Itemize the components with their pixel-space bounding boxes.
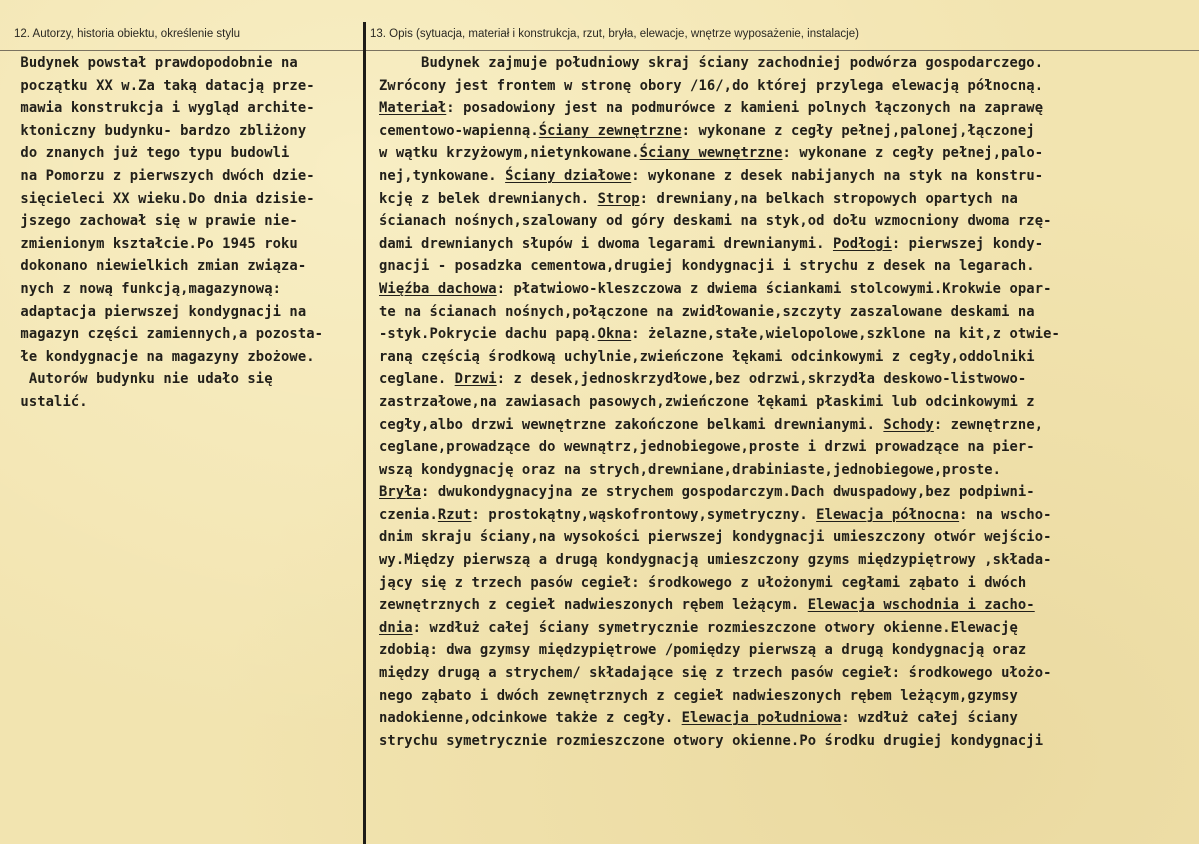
text-segment: : wzdłuż całej ściany symetrycznie rozmieszczone otwory okienne.Elewację <box>412 619 1018 636</box>
section-keyword: Ściany działowe <box>505 167 632 184</box>
text-segment: nej,tynkowane. <box>379 167 506 184</box>
description-text-line <box>379 730 1194 753</box>
description-text-line <box>379 346 1194 369</box>
section-keyword: Bryła <box>379 484 422 501</box>
description-text-line <box>379 572 1194 595</box>
history-text-line: Budynek powstał prawdopodobnie na <box>12 55 298 71</box>
description-text-line <box>379 368 1194 391</box>
section-keyword: Elewacja południowa <box>681 710 842 727</box>
description-text-line <box>379 120 1194 143</box>
text-segment: gnacji - posadzka cementowa,drugiej kondygnacji i strychu z desek na legarach. <box>379 258 1035 275</box>
history-text-line: ktoniczny budynku- bardzo zbliżony <box>12 122 307 139</box>
text-segment: ścianach nośnych,szalowany od góry deskami na styk,od dołu wzmocniony dwoma rzę- <box>379 213 1052 230</box>
text-segment: zdobią: dwa gzymsy międzypiętrowe /pomiędzy pierwszą a drugą kondygnacją oraz <box>379 642 1027 659</box>
history-text-line: sięcieleci XX wieku.Do dnia dzisie- <box>12 190 315 207</box>
description-text-line <box>379 685 1194 708</box>
history-text-line: dokonano niewielkich zmian związa- <box>12 258 307 275</box>
description-text-line <box>379 436 1194 459</box>
history-text-column <box>12 52 361 414</box>
text-segment: czenia. <box>379 506 438 523</box>
text-segment: : wykonane z desek nabijanych na styk na konstru- <box>631 167 1044 184</box>
text-segment: cegły,albo drzwi wewnętrzne zakończone belkami drewnianymi. <box>379 416 884 433</box>
text-segment: : zewnętrzne, <box>933 416 1044 433</box>
text-segment: nego ząbato i dwóch zewnętrznych z cegieł nadwieszonych rębem leżącym,gzymsy <box>379 687 1018 704</box>
description-text-line <box>379 278 1194 301</box>
text-segment: : żelazne,stałe,wielopolowe,szklone na kit,z otwie- <box>631 326 1060 343</box>
text-segment: kcję z belek drewnianych. <box>379 190 598 207</box>
description-text-line <box>379 255 1194 278</box>
section-keyword: Drzwi <box>454 371 497 388</box>
text-segment: strychu symetrycznie rozmieszczone otwory okienne.Po środku drugiej kondygnacji <box>379 732 1044 749</box>
section-keyword: Rzut <box>437 506 472 523</box>
text-segment: ceglane,prowadzące do wewnątrz,jednobiegowe,proste i drzwi prowadzące na pier- <box>379 439 1035 456</box>
text-segment: Budynek zajmuje południowy skraj ściany zachodniej podwórza gospodarczego. <box>379 55 1044 71</box>
column-divider <box>363 22 366 844</box>
history-text-line: do znanych już tego typu budowli <box>12 145 290 162</box>
description-text-line <box>379 165 1194 188</box>
description-text-line <box>379 97 1194 120</box>
history-text-line: magazyn części zamiennych,a pozosta- <box>12 326 324 343</box>
text-segment: : wzdłuż całej ściany <box>841 710 1018 727</box>
text-segment: wy.Między pierwszą a drugą kondygnacją umieszczony gzyms międzypiętrowy ,składa- <box>379 552 1052 569</box>
text-segment: między drugą a strychem/ składające się z trzech pasów cegieł: środkowego ułożo- <box>379 665 1052 682</box>
history-text-line: jszego zachował się w prawie nie- <box>12 213 298 230</box>
text-segment: jący się z trzech pasów cegieł: środkowego z ułożonymi cegłami ząbato i dwóch <box>379 574 1027 591</box>
section-keyword: Elewacja północna <box>816 506 960 523</box>
section-keyword: Ściany zewnętrzne <box>538 122 682 139</box>
description-text-line <box>379 233 1194 256</box>
description-text-line <box>379 188 1194 211</box>
text-segment: : prostokątny,wąskofrontowy,symetryczny. <box>471 506 817 523</box>
section-keyword: Ściany wewnętrzne <box>639 145 783 162</box>
description-text-line <box>379 210 1194 233</box>
text-segment: : z desek,jednoskrzydłowe,bez odrzwi,skrzydła deskowo-listwowo- <box>496 371 1027 388</box>
text-segment: : wykonane z cegły pełnej,palonej,łączonej <box>681 122 1035 139</box>
description-text-line <box>379 301 1194 324</box>
description-text-line <box>379 459 1194 482</box>
history-text-line: zmienionym kształcie.Po 1945 roku <box>12 235 298 252</box>
text-segment: : posadowiony jest na podmurówce z kamieni polnych łączonych na zaprawę <box>446 100 1044 117</box>
text-segment: : na wscho- <box>959 506 1052 523</box>
description-text-line <box>379 526 1194 549</box>
description-text-line <box>379 414 1194 437</box>
description-text-line <box>379 142 1194 165</box>
text-segment: -styk.Pokrycie dachu papą. <box>379 326 598 343</box>
history-text-line: łe kondygnacje na magazyny zbożowe. <box>12 348 315 365</box>
history-text-line: mawia konstrukcja i wygląd archite- <box>12 100 315 117</box>
header-divider <box>0 50 1199 51</box>
history-text-line: ustalić. <box>12 393 88 410</box>
history-text-line: nych z nową funkcją,magazynową: <box>12 280 282 297</box>
text-segment: : wykonane z cegły pełnej,palo- <box>782 145 1044 162</box>
history-text-line: adaptacja pierwszej kondygnacji na <box>12 303 307 320</box>
text-segment: : dwukondygnacyjna ze strychem gospodarczym.Dach dwuspadowy,bez podpiwni- <box>421 484 1035 501</box>
text-segment: w wątku krzyżowym,nietynkowane. <box>379 145 640 162</box>
text-segment: dami drewnianych słupów i dwoma legarami drewnianymi. <box>379 235 833 252</box>
text-segment: : płatwiowo-kleszczowa z dwiema ściankami stolcowymi.Krokwie opar- <box>496 280 1052 297</box>
text-segment: Zwrócony jest frontem w stronę obory /16/,do której przylega elewacją północną. <box>379 77 1044 94</box>
description-text-line <box>379 52 1194 75</box>
description-text-line <box>379 617 1194 640</box>
history-text-line: na Pomorzu z pierwszych dwóch dzie- <box>12 167 315 184</box>
section-13-header: 13. Opis (sytuacja, materiał i konstrukcja, rzut, bryła, elewacje, wnętrze wyposażenie, instalacje) <box>370 28 859 40</box>
section-keyword: Więźba dachowa <box>379 280 497 297</box>
section-keyword: Podłogi <box>832 235 892 252</box>
description-text-line <box>379 707 1194 730</box>
text-segment: zewnętrznych z cegieł nadwieszonych rębem leżącym. <box>379 597 808 614</box>
section-12-header: 12. Autorzy, historia obiektu, określenie stylu <box>14 28 241 40</box>
text-segment: zastrzałowe,na zawiasach pasowych,zwieńczone łękami płaskimi lub odcinkowymi z <box>379 393 1035 410</box>
section-keyword: Okna <box>597 326 632 343</box>
text-segment: raną częścią środkową uchylnie,zwieńczone łękami odcinkowymi z cegły,oddolniki <box>379 348 1035 365</box>
description-text-line <box>379 481 1194 504</box>
text-segment: dnim skraju ściany,na wysokości pierwszej kondygnacji umieszczony otwór wejścio- <box>379 529 1052 546</box>
description-text-column <box>379 52 1194 752</box>
section-keyword: Elewacja wschodnia i zacho- <box>807 597 1035 614</box>
text-segment: : drewniany,na belkach stropowych opartych na <box>639 190 1018 207</box>
description-text-line <box>379 504 1194 527</box>
section-keyword: Schody <box>883 416 934 433</box>
text-segment: cementowo-wapienną. <box>379 122 539 139</box>
text-segment: nadokienne,odcinkowe także z cegły. <box>379 710 682 727</box>
description-text-line <box>379 323 1194 346</box>
description-text-line <box>379 662 1194 685</box>
description-text-line <box>379 549 1194 572</box>
description-text-line <box>379 75 1194 98</box>
history-text-line: Autorów budynku nie udało się <box>12 371 273 388</box>
description-text-line <box>379 391 1194 414</box>
text-segment: te na ścianach nośnych,połączone na zwidłowanie,szczyty zaszalowane deskami na <box>379 303 1035 320</box>
description-text-line <box>379 639 1194 662</box>
section-keyword: Strop <box>597 190 640 207</box>
text-segment: : pierwszej kondy- <box>891 235 1044 252</box>
section-keyword: dnia <box>379 619 413 636</box>
text-segment: wszą kondygnację oraz na strych,drewniane,drabiniaste,jednobiegowe,proste. <box>379 461 1002 478</box>
text-segment: ceglane. <box>379 371 455 388</box>
section-keyword: Materiał <box>379 100 447 117</box>
history-text-line: początku XX w.Za taką datacją prze- <box>12 77 315 94</box>
description-text-line <box>379 594 1194 617</box>
